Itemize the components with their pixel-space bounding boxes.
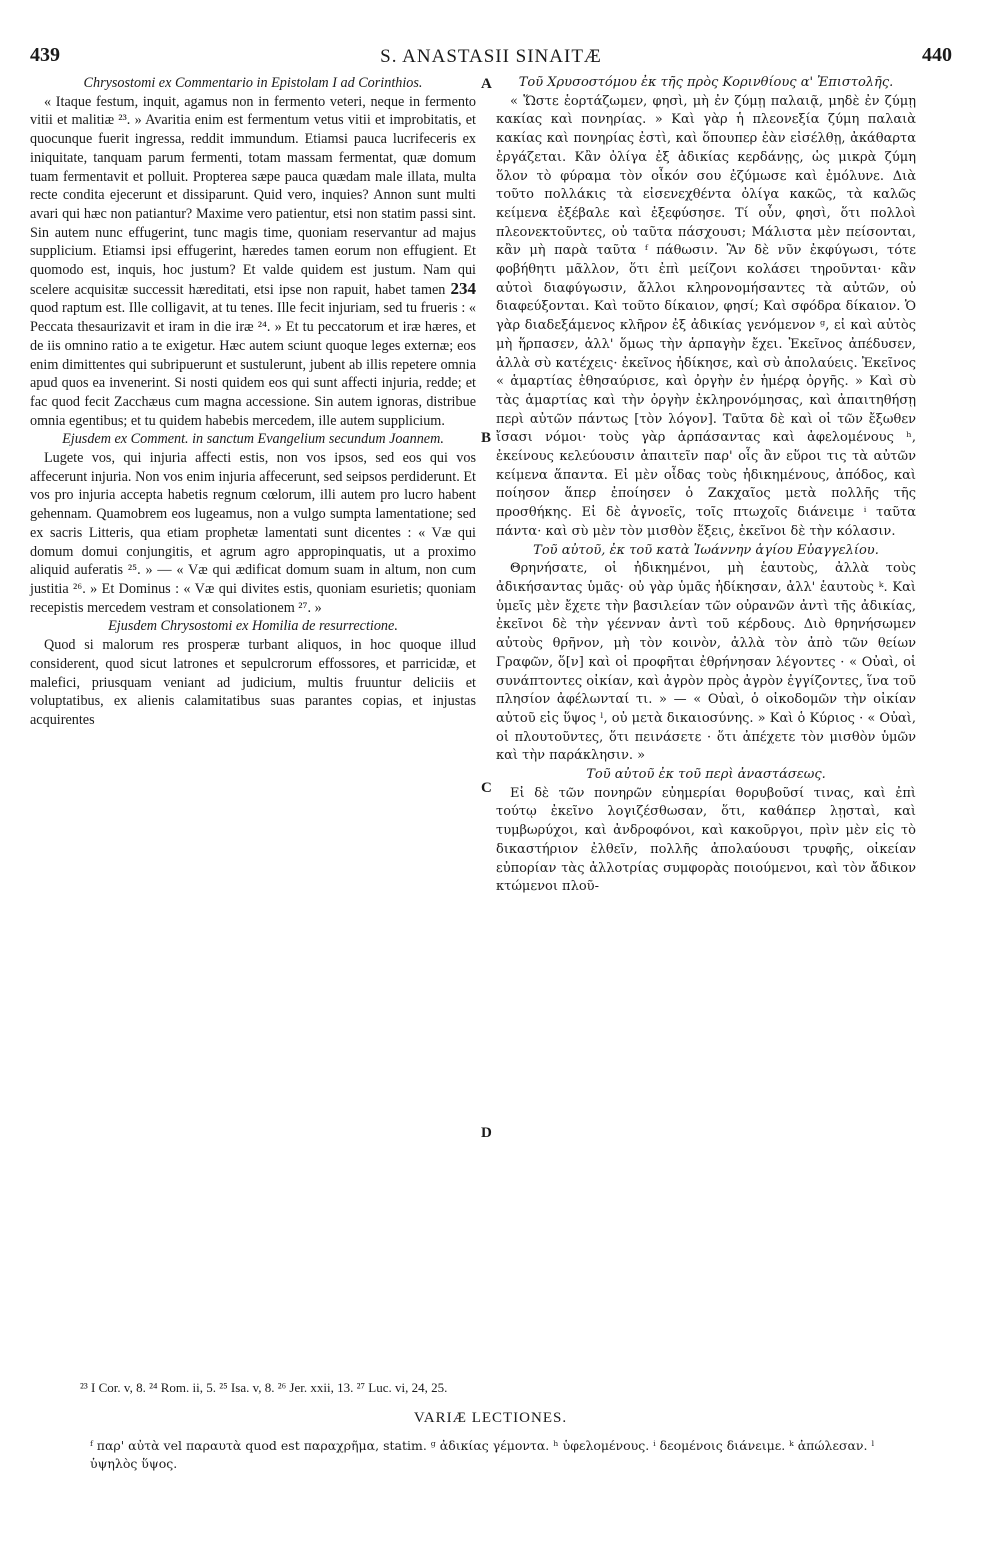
column-number: 234	[450, 278, 476, 298]
latin-section-heading: Chrysostomi ex Commentario in Epistolam I ad Corinthios.	[83, 75, 423, 91]
variae-lectiones-title: VARIÆ LECTIONES.	[413, 1410, 568, 1426]
running-header	[30, 44, 952, 74]
latin-text: « Itaque festum, inquit, agamus non in fermento veteri, neque in fermento vitii et malitiæ ²³. » Avaritia enim est fermentum vetus vitii et improbitatis, et quocunque fuerit ingressa, reddit immundum. Etiamsi pauca lucrifeceris ex iniquitate, tanquam parum fermenti, totam massam fermentat, quæ domum tuam fermentavit et polluit. Propterea sæpe pauca quædam male illata, multa recte condita ejecerunt et dissiparunt. Quid vero, inquies? Annon sunt multi avari qui hæc non patiantur? Maxime vero patientur, etsi non statim passi sint. Sin autem nunc effugerint, tunc magis time, quoniam reservantur ad majus supplicium. Etiamsi ipsi effugerint, hæredes tamen eorum non effugient. Et quomodo est, inquis, hoc justum? Et valde quidem est justum. Nam qui scelere acquisitæ successit hæreditati, etsi ipse non rapuit, habet tamen	[30, 93, 476, 298]
latin-section-heading: Ejusdem Chrysostomi ex Homilia de resurrectione.	[108, 618, 398, 635]
latin-column	[30, 74, 476, 730]
greek-column	[496, 74, 916, 897]
latin-paragraph: Lugete vos, qui injuria affecti estis, non vos ipsos, sed eos qui vos affecerunt injuria. Non vos enim injuria affecerunt, sed seipsos perdiderunt. Et vos pro injuria accepta habetis regnum cœlorum, illi autem pro lucro habent gehennam. Quamobrem eos lugeamus, non a vulgo sumpta lamentatione; sed ex sacris Litteris, qua etiam prophetæ lamentati sunt dicentes : « Væ qui domum domui conjungitis, et agrum agro appropinquatis, ut a proximo aliquid auferatis ²⁵. » — « Væ qui ædificat domum suam in altum, non cum justitia ²⁶. » Et Dominus : « Væ qui divites estis, quoniam esurietis; quoniam recepistis mercedem vestram et consolationem ²⁷. »	[30, 450, 476, 616]
greek-section-heading: Τοῦ Χρυσοστόμου ἐκ τῆς πρὸς Κορινθίους α' Ἐπιστολῆς.	[518, 75, 894, 90]
greek-paragraph: « Ὥστε ἑορτάζωμεν, φησὶ, μὴ ἐν ζύμῃ παλαιᾷ, μηδὲ ἐν ζύμῃ κακίας καὶ πονηρίας. » Καὶ γὰρ ἡ πλεονεξία ζύμη παλαιὰ κακίας καὶ πονηρίας ἐστὶ, καὶ ὅπουπερ ἐὰν εἰσέλθῃ, ἀκάθαρτα ἐργάζεται. Κἂν ὀλίγα ἐξ ἀδικίας κερδάνῃς, ὡς μικρὰ ζύμη ὅλον τὸ φύραμα τὸν οἶκόν σου ἐζύμωσε καὶ ἐμόλυνε. Διὰ τοῦτο πολλάκις τὰ εἰσενεχθέντα ὀλίγα κακῶς, τὰ καλῶς κείμενα ἐξέβαλε καὶ ἐξεφύσησε. Τί οὖν, φησὶ, ὅτι πολλοὶ πλεονεκτοῦντες, οὐ ταῦτα πάσχουσι; Μάλιστα μὲν πείσονται, κἂν μὴ παρὰ ταῦτα ᶠ πάθωσιν. Ἂν δὲ νῦν ἐκφύγωσι, τότε φοβήθητι μᾶλλον, ὅτι ἐπὶ μείζονι κολάσει τηροῦνται· κἂν αὐτοὶ διαφύγωσιν, ἄλλοι κληρονομήσαντες τὰ αὐτῶν, οὐ διαφεύξονται. Καὶ τοῦτο δίκαιον, φησί; Καὶ σφόδρα δίκαιον. Ὁ γὰρ διαδεξάμενος κλῆρον ἐξ ἀδικίας γενόμενον ᵍ, εἰ καὶ αὐτὸς μὴ ἥρπασεν, ἀλλ' ὅμως τὴν ἁρπαγὴν ἔχει. Ἐκεῖνος ἀπέδυσεν, ἀλλὰ σὺ κατέχεις· ἐκεῖνος ἠδίκησε, καὶ σὺ ἀπολαύεις. Ἐκεῖνος « ἁμαρτίας ἐθησαύρισε, καὶ ὀργὴν ἐν ἡμέρᾳ ὀργῆς. » Καὶ σὺ τὰς ἁμαρτίας καὶ τὴν ὀργὴν ἐκληρονόμησας, καὶ ἀπαιτηθήσῃ περὶ αὐτῶν πάντως [τὸν λόγον]. Ταῦτα δὲ καὶ οἱ τῶν ἔξωθεν ἴσασι νόμοι· τοὺς γὰρ ἁρπάσαντας καὶ ἀφελομένους ʰ, ἐκείνους κελεύουσιν ἀπαιτεῖν παρ' οἷς ἂν εὕροι τις τὰ αὐτῶν κείμενα ἅπαντα. Εἰ μὲν οἶδας τοὺς ἠδικημένους, ἀπόδος, καὶ ποίησον ἅπερ ἐποίησεν ὁ Ζακχαῖος μετὰ πολλῆς τῆς προσθήκης. Εἰ δὲ ἀγνοεῖς, τοῖς πτωχοῖς διάνειμε ⁱ ταῦτα πάντα· καὶ σὺ μὲν τὸν μισθὸν ἕξεις, ἐκεῖνοι δὲ τὴν κόλασιν.	[496, 93, 916, 539]
greek-section-heading: Τοῦ αὐτοῦ, ἐκ τοῦ κατὰ Ἰωάννην ἁγίου Εὐαγγελίου.	[533, 542, 879, 558]
latin-section-heading: Ejusdem ex Comment. in sanctum Evangelium secundum Joannem.	[62, 431, 444, 448]
scripture-footnotes: ²³ I Cor. v, 8. ²⁴ Rom. ii, 5. ²⁵ Isa. v, 8. ²⁶ Jer. xxii, 13. ²⁷ Luc. vi, 24, 25.	[80, 1380, 448, 1395]
margin-letter-a: A	[481, 76, 492, 92]
variae-lectiones-text: ᶠ παρ' αὐτὰ vel παραυτὰ quod est παραχρῆμα, statim. ᵍ ἀδικίας γέμοντα. ʰ ὑφελομένους. ⁱ δεομένοις διάνειμε. ᵏ ἀπώλεσαν. ˡ ὑψηλὸς ὕψος.	[90, 1438, 875, 1471]
margin-letter-d: D	[481, 1125, 492, 1141]
greek-paragraph: Θρηνήσατε, οἱ ἠδικημένοι, μὴ ἑαυτοὺς, ἀλλὰ τοὺς ἀδικήσαντας ὑμᾶς· οὐ γὰρ ὑμᾶς ἠδίκησαν, ἀλλ' ἑαυτοὺς ᵏ. Καὶ ὑμεῖς μὲν ἔχετε τὴν βασιλείαν τῶν οὐρανῶν ἀντὶ τῆς ἀδικίας, ἐκεῖνοι δὲ τὴν γέενναν ἀντὶ τοῦ κέρδους. Διὸ θρηνήσωμεν αὐτοὺς θρῆνον, μὴ τὸν κοινὸν, ἀλλὰ τὸν ἀπὸ τῶν θείων Γραφῶν, ὅ[ν] καὶ οἱ προφῆται ἐθρήνησαν λέγοντες · « Οὐαὶ, οἱ συνάπτοντες οἰκίαν, καὶ ἀγρὸν πρὸς ἀγρὸν ἐγγίζοντες, ἵνα τοῦ πλησίον ἀφέλωνταί τι. » — « Οὐαὶ, ὁ οἰκοδομῶν τὴν οἰκίαν αὐτοῦ εἰς ὕψος ˡ, οὐ μετὰ δικαιοσύνης. » Καὶ ὁ Κύριος · « Οὐαὶ, οἱ πλουτοῦντες, ὅτι πεινάσετε · ὅτι ἀπέχετε τὸν μισθὸν ὑμῶν καὶ τὴν παράκλησιν. »	[496, 561, 916, 764]
running-title: S. ANASTASII SINAITÆ	[380, 46, 602, 67]
greek-paragraph: Εἰ δὲ τῶν πονηρῶν εὐημερίαι θορυβοῦσί τινας, καὶ ἐπὶ τούτῳ ἐκεῖνο λογιζέσθωσαν, ὅτι, καθάπερ λῃσταὶ, καὶ τυμβωρύχοι, καὶ ἀνδροφόνοι, καὶ κακοῦργοι, πρὶν μὲν εἰς τὸ δικαστήριον ἐλθεῖν, πολλῆς ἀπολαύουσι τρυφῆς, οἰκείαν εὐπορίαν τὰς ἀλλοτρίας συμφορὰς ποιούμενοι, καὶ τὸν ἄδικον κτώμενοι πλοῦ-	[496, 785, 916, 895]
latin-text: quod raptum est. Ille colligavit, at tu tenes. Ille fecit injuriam, sed tu frueris : « Peccata thesaurizavit et iram in die iræ ²⁴. » Et tu peccatorum et iræ hæres, et de iis omnino ratio a te exigetur. Hæc autem sciunt quoque leges externæ; eos enim dimittentes qui subripuerunt et sustulerunt, jubent ab illis repetere omnia apud quos ea invenerint. Si nosti quidem eos qui sunt affecti injuria, redde; et fac quod fecit Zacchæus cum magna accessione. Sin autem ignoras, distribue omnia egentibus; et tu quidem habebis mercedem, ille autem supplicium.	[30, 300, 476, 429]
page-number-right: 440	[922, 44, 952, 66]
page-number-left: 439	[30, 44, 60, 66]
margin-letter-b: B	[481, 430, 492, 446]
latin-paragraph	[30, 93, 476, 431]
greek-section-heading: Τοῦ αὐτοῦ ἐκ τοῦ περὶ ἀναστάσεως.	[586, 767, 826, 783]
margin-letter-c: C	[481, 780, 492, 796]
latin-paragraph: Quod si malorum res prosperæ turbant aliquos, in hoc quoque illud considerent, quod sicut latrones et sepulcrorum effossores, et parricidæ, et malefici, priusquam veniant ad judicium, multis fruuntur deliciis et voluptatibus, ex alienis calamitatibus suas parantes copias, et injustas acquirentes	[30, 637, 476, 728]
